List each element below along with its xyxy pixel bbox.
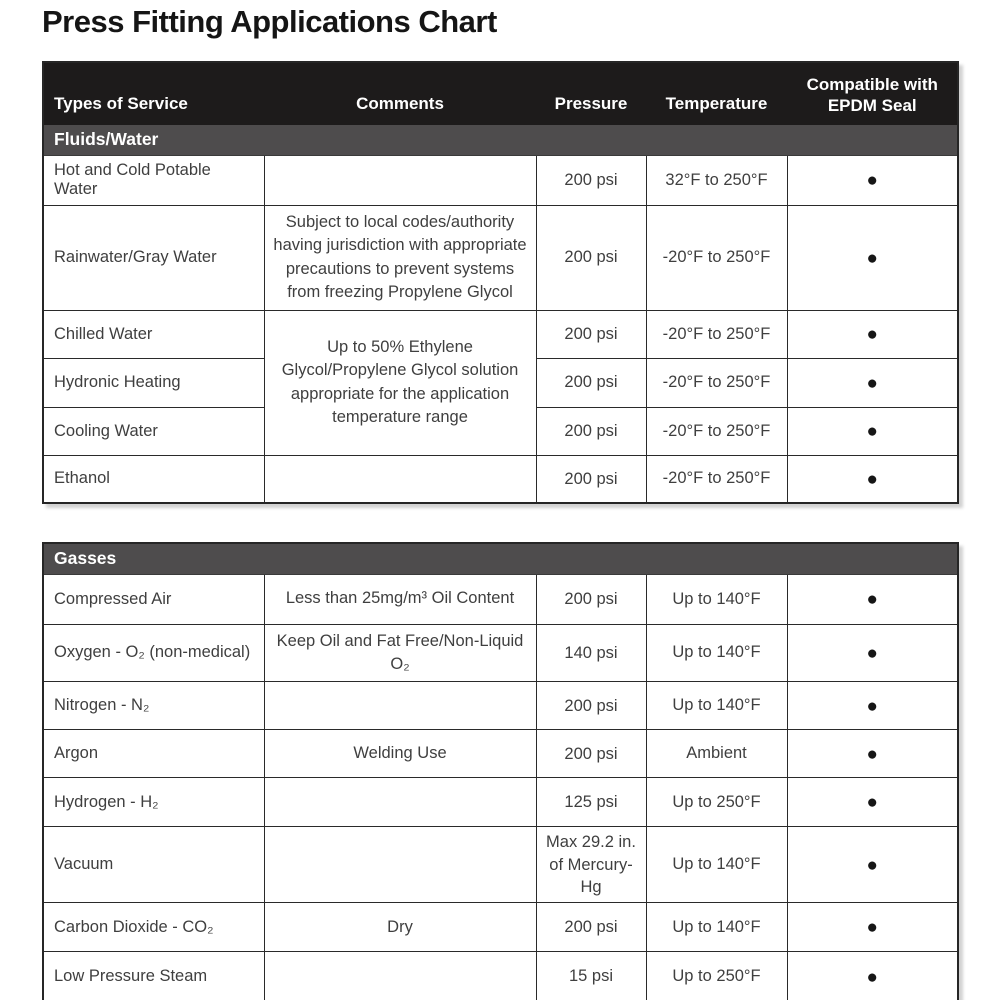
service-cell: Rainwater/Gray Water bbox=[43, 205, 264, 310]
temperature-cell: -20°F to 250°F bbox=[646, 205, 787, 310]
gasses-table bbox=[42, 542, 959, 1000]
service-cell: Hot and Cold Potable Water bbox=[43, 155, 264, 205]
comments-cell: Subject to local codes/authority having jurisdiction with appropriate precautions to prevent systems from freezing Propylene Glycol bbox=[264, 205, 536, 310]
section-header-fluids-water bbox=[43, 124, 958, 155]
comments-cell bbox=[264, 682, 536, 730]
column-header-epdm: Compatible with EPDM Seal bbox=[787, 62, 958, 124]
table-row bbox=[43, 624, 958, 682]
table-row bbox=[43, 903, 958, 952]
epdm-dot-icon: ● bbox=[866, 421, 878, 442]
epdm-cell bbox=[787, 407, 958, 455]
column-header-row bbox=[43, 62, 958, 124]
epdm-cell bbox=[787, 455, 958, 503]
pressure-cell: 200 psi bbox=[536, 155, 646, 205]
comments-cell-merged: Up to 50% Ethylene Glycol/Propylene Glycol solution appropriate for the application temperature range bbox=[264, 310, 536, 455]
epdm-cell bbox=[787, 682, 958, 730]
temperature-cell: Up to 250°F bbox=[646, 778, 787, 827]
epdm-dot-icon: ● bbox=[866, 854, 879, 876]
temperature-cell: Up to 140°F bbox=[646, 682, 787, 730]
table-row bbox=[43, 574, 958, 624]
service-cell: Vacuum bbox=[43, 827, 264, 903]
table-row bbox=[43, 682, 958, 730]
pressure-cell: 200 psi bbox=[536, 310, 646, 358]
service-cell: Low Pressure Steam bbox=[43, 952, 264, 1000]
comments-cell: Welding Use bbox=[264, 730, 536, 778]
epdm-cell bbox=[787, 952, 958, 1000]
table-row bbox=[43, 952, 958, 1000]
section-header-label: Gasses bbox=[43, 543, 958, 574]
pressure-cell: 200 psi bbox=[536, 407, 646, 455]
epdm-dot-icon: ● bbox=[866, 372, 878, 394]
comments-cell bbox=[264, 827, 536, 903]
temperature-cell: -20°F to 250°F bbox=[646, 310, 787, 358]
service-cell: Hydronic Heating bbox=[43, 358, 264, 407]
table-row bbox=[43, 205, 958, 310]
pressure-cell: Max 29.2 in. of Mercury-Hg bbox=[536, 827, 646, 903]
temperature-cell: Up to 140°F bbox=[646, 827, 787, 903]
table-row bbox=[43, 730, 958, 778]
pressure-cell: 200 psi bbox=[536, 205, 646, 310]
epdm-cell bbox=[787, 574, 958, 624]
service-cell: Compressed Air bbox=[43, 574, 264, 624]
temperature-cell: Up to 140°F bbox=[646, 574, 787, 624]
table-row bbox=[43, 310, 958, 358]
column-header-pressure: Pressure bbox=[536, 62, 646, 124]
service-cell: Ethanol bbox=[43, 455, 264, 503]
epdm-cell bbox=[787, 358, 958, 407]
epdm-dot-icon: ● bbox=[866, 743, 879, 765]
epdm-dot-icon: ● bbox=[866, 589, 879, 610]
service-cell: Carbon Dioxide - CO₂ bbox=[43, 903, 264, 952]
comments-cell bbox=[264, 455, 536, 503]
temperature-cell: Up to 140°F bbox=[646, 903, 787, 952]
temperature-cell: -20°F to 250°F bbox=[646, 407, 787, 455]
service-cell: Argon bbox=[43, 730, 264, 778]
service-cell: Chilled Water bbox=[43, 310, 264, 358]
comments-cell: Less than 25mg/m³ Oil Content bbox=[264, 574, 536, 624]
pressure-cell: 140 psi bbox=[536, 624, 646, 682]
epdm-dot-icon: ● bbox=[866, 917, 879, 939]
comments-cell bbox=[264, 155, 536, 205]
epdm-dot-icon: ● bbox=[866, 170, 878, 191]
pressure-cell: 200 psi bbox=[536, 682, 646, 730]
service-cell: Nitrogen - N₂ bbox=[43, 682, 264, 730]
page-title: Press Fitting Applications Chart bbox=[42, 4, 497, 39]
epdm-dot-icon: ● bbox=[866, 966, 879, 988]
epdm-dot-icon: ● bbox=[866, 468, 878, 490]
column-header-comments: Comments bbox=[264, 62, 536, 124]
fluids-water-table bbox=[42, 61, 959, 504]
epdm-cell bbox=[787, 205, 958, 310]
section-header-label: Fluids/Water bbox=[43, 124, 958, 155]
epdm-dot-icon: ● bbox=[866, 792, 879, 814]
table-row bbox=[43, 455, 958, 503]
column-header-temperature: Temperature bbox=[646, 62, 787, 124]
epdm-cell bbox=[787, 827, 958, 903]
temperature-cell: Up to 250°F bbox=[646, 952, 787, 1000]
epdm-cell bbox=[787, 730, 958, 778]
pressure-cell: 200 psi bbox=[536, 903, 646, 952]
temperature-cell: 32°F to 250°F bbox=[646, 155, 787, 205]
pressure-cell: 200 psi bbox=[536, 455, 646, 503]
comments-cell bbox=[264, 778, 536, 827]
temperature-cell: Up to 140°F bbox=[646, 624, 787, 682]
pressure-cell: 200 psi bbox=[536, 358, 646, 407]
comments-cell bbox=[264, 952, 536, 1000]
temperature-cell: -20°F to 250°F bbox=[646, 358, 787, 407]
service-cell: Hydrogen - H₂ bbox=[43, 778, 264, 827]
table-row bbox=[43, 827, 958, 903]
service-cell: Oxygen - O₂ (non-medical) bbox=[43, 624, 264, 682]
table-row bbox=[43, 155, 958, 205]
comments-cell: Dry bbox=[264, 903, 536, 952]
comments-cell: Keep Oil and Fat Free/Non-Liquid O₂ bbox=[264, 624, 536, 682]
column-header-service: Types of Service bbox=[43, 62, 264, 124]
epdm-cell bbox=[787, 778, 958, 827]
epdm-dot-icon: ● bbox=[866, 695, 879, 717]
epdm-cell bbox=[787, 310, 958, 358]
pressure-cell: 125 psi bbox=[536, 778, 646, 827]
table-row bbox=[43, 778, 958, 827]
section-header-gasses bbox=[43, 543, 958, 574]
epdm-cell bbox=[787, 155, 958, 205]
epdm-dot-icon: ● bbox=[866, 247, 878, 269]
temperature-cell: Ambient bbox=[646, 730, 787, 778]
epdm-dot-icon: ● bbox=[866, 642, 879, 664]
pressure-cell: 200 psi bbox=[536, 574, 646, 624]
service-cell: Cooling Water bbox=[43, 407, 264, 455]
pressure-cell: 200 psi bbox=[536, 730, 646, 778]
pressure-cell: 15 psi bbox=[536, 952, 646, 1000]
epdm-cell bbox=[787, 624, 958, 682]
epdm-cell bbox=[787, 903, 958, 952]
temperature-cell: -20°F to 250°F bbox=[646, 455, 787, 503]
epdm-dot-icon: ● bbox=[866, 324, 878, 345]
